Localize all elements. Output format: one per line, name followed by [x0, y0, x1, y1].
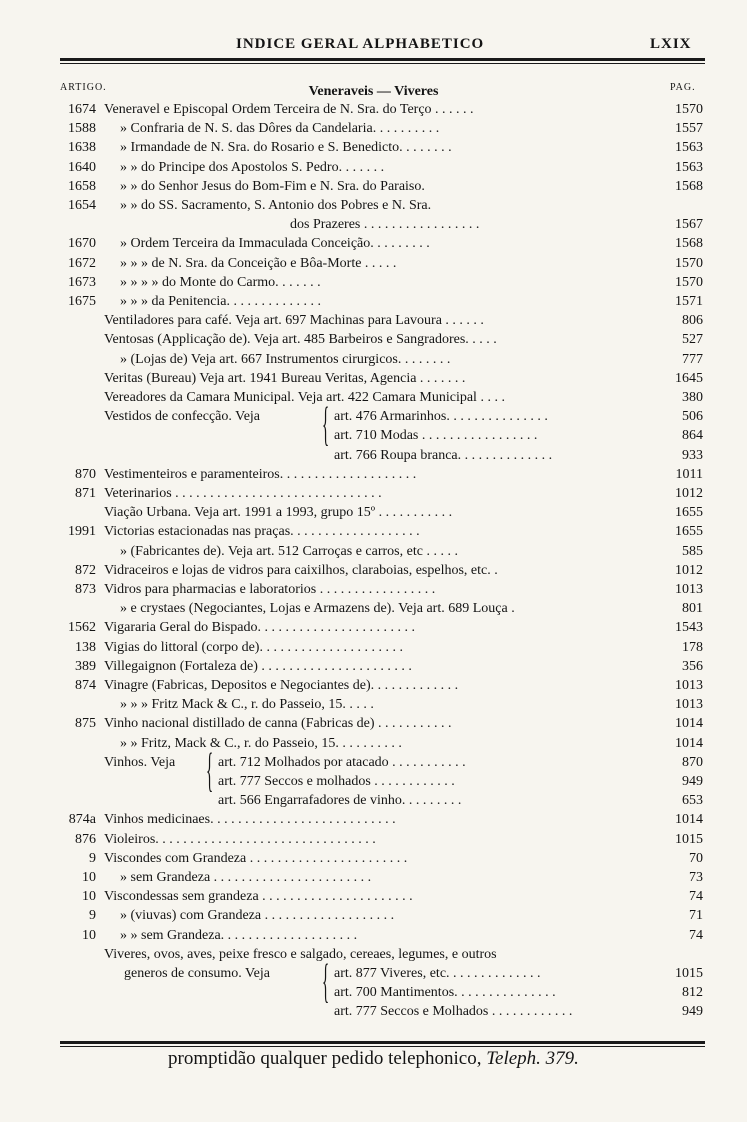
index-row [0, 100, 747, 120]
entry-text: » (Lojas de) Veja art. 667 Instrumentos cirurgicos. . . . . . . . [120, 351, 451, 367]
footer-text: promptidão qualquer pedido telephonico, [168, 1048, 482, 1069]
index-row [0, 830, 747, 850]
entry-text: Vidros para pharmacias e laboratorios . . . . . . . . . . . . . . . . . [104, 582, 436, 597]
page-ref: 933 [682, 447, 703, 463]
entry-text: Viscondessas sem grandeza . . . . . . . . . . . . . . . . . . . . . . [104, 889, 413, 905]
article-number: 874a [68, 812, 96, 828]
entry-text: Villegaignon (Fortaleza de) . . . . . . . . . . . . . . . . . . . . . . [104, 658, 412, 674]
page-ref: 1563 [675, 159, 703, 175]
page-ref: 1543 [675, 620, 703, 636]
index-row [0, 714, 747, 734]
page-ref: 949 [682, 1004, 703, 1020]
index-row [0, 657, 747, 677]
entry-text: Veterinarios . . . . . . . . . . . . . . . . . . . . . . . . . . . . . . [104, 486, 382, 501]
article-number: 1672 [68, 255, 96, 271]
article-number: 1673 [68, 274, 96, 290]
entry-text: » (Fabricantes de). Veja art. 512 Carroças e carros, etc . . . . . [120, 543, 458, 559]
page-ref: 380 [682, 390, 703, 405]
page-ref: 1557 [675, 121, 703, 137]
index-row [0, 311, 747, 331]
page-ref: 949 [682, 774, 703, 789]
page-ref: 1014 [675, 735, 703, 751]
page-ref: 1655 [675, 505, 703, 521]
article-number: 1588 [68, 121, 96, 137]
sub-entry-text: art. 476 Armarinhos. . . . . . . . . . . . . . . [334, 409, 548, 425]
entry-text: » » Fritz, Mack & C., r. do Passeio, 15. . . . . . . . . . [120, 735, 402, 751]
page-ref: 1014 [675, 812, 703, 828]
sub-entry-row [0, 1002, 747, 1022]
sub-entry-text: art. 712 Molhados por atacado . . . . . . . . . . . [218, 754, 466, 770]
brace-symbol: { [322, 958, 330, 1010]
article-number: 10 [82, 870, 96, 885]
page-ref: 1645 [675, 370, 703, 386]
index-row [0, 926, 747, 946]
entry-text: » Confraria de N. S. das Dôres da Candelaria. . . . . . . . . . [120, 121, 440, 137]
entry-text: Violeiros. . . . . . . . . . . . . . . . . . . . . . . . . . . . . . . . [104, 831, 376, 847]
article-number: 1640 [68, 159, 96, 175]
article-number: 1674 [68, 102, 96, 117]
page-ref: 1568 [675, 178, 703, 194]
page-ref: 1571 [675, 294, 703, 309]
page-ref: 1013 [675, 582, 703, 597]
entry-text: » (viuvas) com Grandeza . . . . . . . . . . . . . . . . . . . [120, 908, 395, 924]
page-ref: 71 [689, 908, 703, 924]
entry-text: » » » Fritz Mack & C., r. do Passeio, 15. . . . . [120, 697, 374, 713]
index-row [0, 273, 747, 293]
index-row [0, 887, 747, 907]
article-number: 876 [75, 831, 96, 847]
section-title: Veneraveis — Viveres [308, 84, 439, 99]
index-row [0, 234, 747, 254]
page-ref: 1015 [675, 966, 703, 981]
sub-entry-row [0, 983, 747, 1003]
article-number: 1658 [68, 178, 96, 194]
page-ref: 653 [682, 793, 703, 809]
column-header-artigo: ARTIGO. [60, 82, 107, 93]
page-ref: 74 [689, 889, 703, 905]
sub-entry-row [0, 426, 747, 446]
sub-entry-row [0, 446, 747, 466]
page-ref: 527 [682, 332, 703, 348]
article-number: 9 [89, 908, 96, 924]
page-ref: 1570 [675, 274, 703, 290]
page-ref: 70 [689, 850, 703, 866]
entry-text: Vidraceiros e lojas de vidros para caixilhos, claraboias, espelhos, etc. . [104, 562, 498, 578]
article-number: 873 [75, 582, 96, 597]
index-row [0, 484, 747, 504]
header-rule-thin [60, 63, 705, 64]
index-row [0, 138, 747, 158]
article-number: 870 [75, 466, 96, 482]
entry-text: Ventosas (Applicação de). Veja art. 485 Barbeiros e Sangradores. . . . . [104, 332, 497, 348]
index-row [0, 561, 747, 581]
index-row [0, 330, 747, 350]
article-number: 389 [75, 658, 96, 674]
page-ref: 585 [682, 543, 703, 559]
page-ref: 1013 [675, 678, 703, 693]
entry-text: Vinhos medicinaes. . . . . . . . . . . . . . . . . . . . . . . . . . . [104, 812, 396, 828]
page-ref: 178 [682, 639, 703, 655]
page-ref: 1655 [675, 524, 703, 540]
brace-symbol: { [206, 746, 214, 798]
column-header-pag: PAG. [670, 82, 696, 93]
entry-text: generos de consumo. Veja [124, 966, 270, 981]
page-ref: 1014 [675, 716, 703, 732]
sub-entry-text: art. 777 Seccos e molhados . . . . . . . . . . . . [218, 774, 455, 789]
index-row [0, 177, 747, 197]
article-number: 1562 [68, 620, 96, 636]
page-ref: 801 [682, 601, 703, 617]
index-row [0, 810, 747, 830]
page-ref: 1012 [675, 562, 703, 578]
page-number: LXIX [650, 36, 692, 52]
index-row [0, 254, 747, 274]
page-ref: 812 [682, 985, 703, 1001]
article-number: 1991 [68, 524, 96, 540]
entry-text: Vigararia Geral do Bispado. . . . . . . . . . . . . . . . . . . . . . . [104, 620, 415, 636]
index-row [0, 350, 747, 370]
sub-entry-text: art. 566 Engarrafadores de vinho. . . . . . . . . [218, 793, 462, 809]
entry-text: Viveres, ovos, aves, peixe fresco e salgado, cereaes, legumes, e outros [104, 946, 497, 962]
article-number: 871 [75, 486, 96, 501]
index-row [0, 465, 747, 485]
article-number: 1675 [68, 294, 96, 309]
article-number: 872 [75, 562, 96, 578]
entry-text: » Irmandade de N. Sra. do Rosario e S. Benedicto. . . . . . . . [120, 140, 452, 156]
index-row [0, 906, 747, 926]
sub-entry-row [0, 964, 747, 984]
page-ref: 777 [682, 351, 703, 367]
article-number: 1670 [68, 236, 96, 252]
sub-entry-row [0, 753, 747, 773]
entry-text: » » do Senhor Jesus do Bom-Fim e N. Sra. do Paraiso. [120, 178, 425, 194]
entry-text: » » do Principe dos Apostolos S. Pedro. . . . . . . [120, 159, 385, 175]
sub-entry-text: art. 710 Modas . . . . . . . . . . . . . . . . . [334, 428, 538, 444]
index-row [0, 945, 747, 965]
index-row [0, 215, 747, 235]
article-number: 875 [75, 716, 96, 732]
index-row [0, 868, 747, 888]
index-row [0, 369, 747, 389]
index-row [0, 522, 747, 542]
index-row [0, 734, 747, 754]
entry-text: Ventiladores para café. Veja art. 697 Machinas para Lavoura . . . . . . [104, 313, 484, 329]
page-header-title: INDICE GERAL ALPHABETICO [236, 36, 485, 52]
index-row [0, 695, 747, 715]
entry-text: » e crystaes (Negociantes, Lojas e Armazens de). Veja art. 689 Louça . [120, 601, 515, 617]
index-row [0, 618, 747, 638]
index-row [0, 119, 747, 139]
entry-text: » sem Grandeza . . . . . . . . . . . . . . . . . . . . . . . [120, 870, 372, 885]
entry-text: » » sem Grandeza. . . . . . . . . . . . . . . . . . . . [120, 927, 358, 943]
article-number: 1654 [68, 198, 96, 213]
entry-text: Vestidos de confecção. Veja [104, 409, 261, 425]
footer-advert [0, 1048, 747, 1070]
index-row [0, 542, 747, 562]
sub-entry-text: art. 766 Roupa branca. . . . . . . . . . . . . . [334, 447, 553, 463]
page-ref: 1567 [675, 217, 703, 233]
page-ref: 1568 [675, 236, 703, 252]
brace-symbol: { [322, 401, 330, 453]
article-number: 1638 [68, 140, 96, 156]
entry-text: Vinho nacional distillado de canna (Fabricas de) . . . . . . . . . . . [104, 716, 452, 732]
page-ref: 506 [682, 409, 703, 425]
entry-text: Vereadores da Camara Municipal. Veja art. 422 Camara Municipal . . . . [104, 390, 505, 405]
index-row [0, 676, 747, 696]
sub-entry-text: art. 777 Seccos e Molhados . . . . . . . . . . . . [334, 1004, 573, 1020]
entry-text: Vinagre (Fabricas, Depositos e Negociantes de). . . . . . . . . . . . . [104, 678, 459, 693]
footer-telephone: Teleph. 379. [486, 1048, 579, 1069]
index-row [0, 580, 747, 600]
page-ref: 73 [689, 870, 703, 885]
index-row [0, 849, 747, 869]
page-ref: 1012 [675, 486, 703, 501]
article-number: 10 [82, 927, 96, 943]
article-number: 9 [89, 850, 96, 866]
index-row [0, 196, 747, 216]
entry-text: Viscondes com Grandeza . . . . . . . . . . . . . . . . . . . . . . . [104, 850, 408, 866]
page-ref: 1013 [675, 697, 703, 713]
article-number: 874 [75, 678, 96, 693]
sub-entry-text: art. 877 Viveres, etc. . . . . . . . . . . . . . [334, 966, 541, 981]
footer-rule [60, 1041, 705, 1044]
entry-text: Veritas (Bureau) Veja art. 1941 Bureau Veritas, Agencia . . . . . . . [104, 370, 466, 386]
index-row [0, 503, 747, 523]
entry-text: Vigias do littoral (corpo de). . . . . . . . . . . . . . . . . . . . . [104, 639, 403, 655]
entry-text: » Ordem Terceira da Immaculada Conceição. . . . . . . . . [120, 236, 430, 252]
index-row [0, 158, 747, 178]
entry-text: Veneravel e Episcopal Ordem Terceira de N. Sra. do Terço . . . . . . [104, 102, 474, 117]
page-ref: 1570 [675, 102, 703, 117]
index-row [0, 388, 747, 408]
page-ref: 1570 [675, 255, 703, 271]
sub-entry-row [0, 407, 747, 427]
article-number: 10 [82, 889, 96, 905]
entry-text: » » » da Penitencia. . . . . . . . . . . . . . [120, 294, 322, 309]
index-row [0, 292, 747, 312]
index-row [0, 638, 747, 658]
entry-text: Vestimenteiros e paramenteiros. . . . . . . . . . . . . . . . . . . . [104, 466, 417, 482]
page-ref: 74 [689, 927, 703, 943]
sub-entry-row [0, 772, 747, 792]
entry-text: Vinhos. Veja [104, 754, 176, 770]
sub-entry-row [0, 791, 747, 811]
footer-rule-thin [60, 1046, 705, 1047]
page-ref: 1011 [675, 466, 703, 482]
entry-text: » » » de N. Sra. da Conceição e Bôa-Morte . . . . . [120, 255, 397, 271]
page-ref: 864 [682, 428, 703, 444]
page-ref: 1563 [675, 140, 703, 156]
page-ref: 356 [682, 658, 703, 674]
article-number: 138 [75, 639, 96, 655]
entry-text: Victorias estacionadas nas praças. . . . . . . . . . . . . . . . . . . [104, 524, 420, 540]
page-ref: 806 [682, 313, 703, 329]
page-ref: 1015 [675, 831, 703, 847]
entry-text: Viação Urbana. Veja art. 1991 a 1993, grupo 15º . . . . . . . . . . . [104, 505, 453, 521]
index-row [0, 599, 747, 619]
header-rule [60, 58, 705, 61]
sub-entry-text: art. 700 Mantimentos. . . . . . . . . . . . . . . [334, 985, 556, 1001]
page-ref: 870 [682, 754, 703, 770]
entry-text: dos Prazeres . . . . . . . . . . . . . . . . . [290, 217, 480, 233]
entry-text: » » do SS. Sacramento, S. Antonio dos Pobres e N. Sra. [120, 198, 432, 213]
entry-text: » » » » do Monte do Carmo. . . . . . . [120, 274, 321, 290]
